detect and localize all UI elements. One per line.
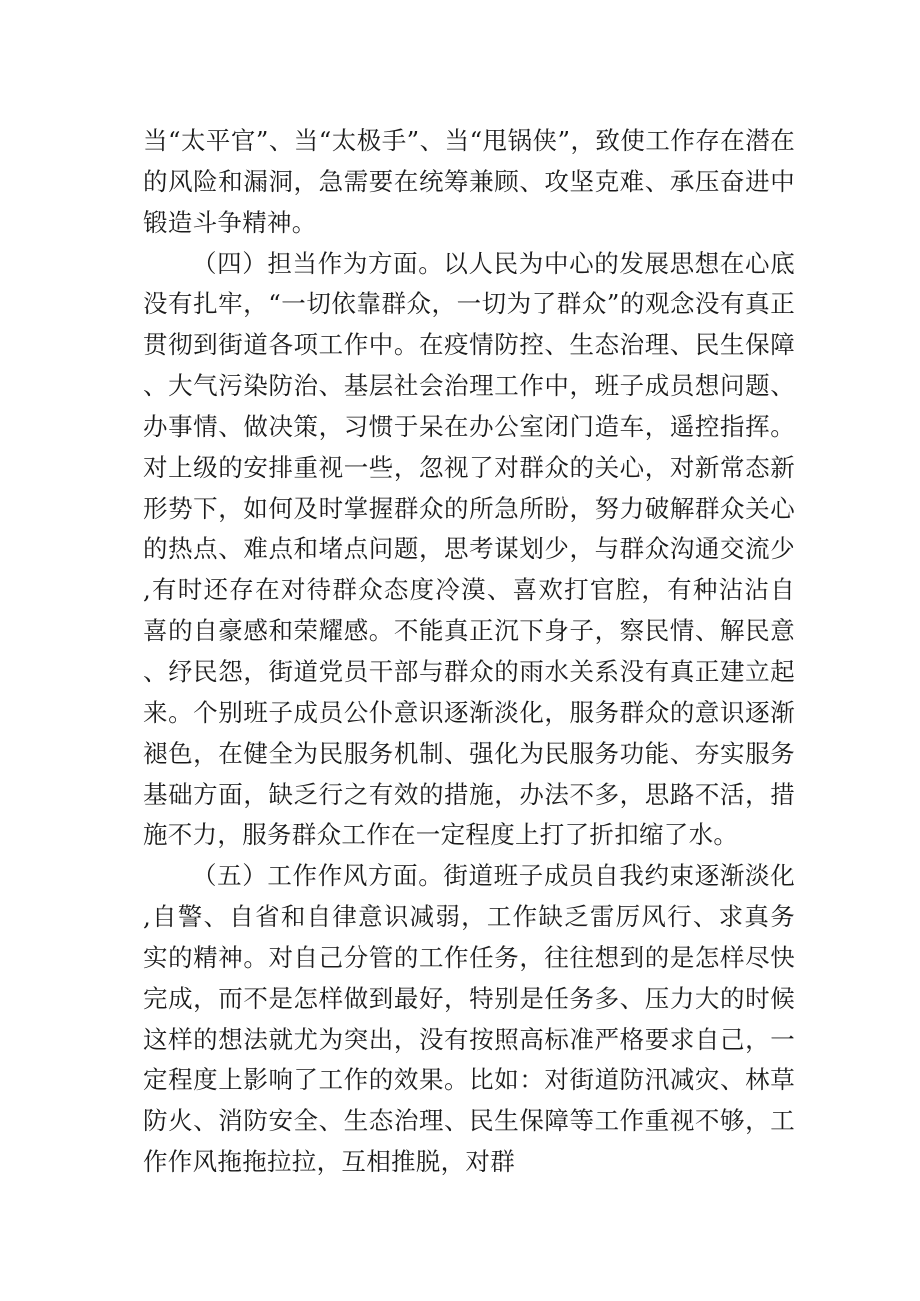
paragraph-continuation: 当“太平官”、当“太极手”、当“甩锅侠”，致使工作存在潜在的风险和漏洞，急需要在统筹兼顾、攻坚克难、承压奋进中锻造斗争精神。 bbox=[143, 126, 795, 237]
paragraph-section-4-responsibility: （四）担当作为方面。以人民为中心的发展思想在心底没有扎牢，“一切依靠群众，一切为了群众”的观念没有真正贯彻到街道各项工作中。在疫情防控、生态治理、民生保障、大气污染防治、基层社会治理工作中，班子成员想问题、办事情、做决策，习惯于呆在办公室闭门造车，遥控指挥。对上级的安排重视一些，忽视了对群众的关心，对新常态新形势下，如何及时掌握群众的所急所盼，努力破解群众关心的热点、难点和堵点问题，思考谋划少，与群众沟通交流少,有时还存在对待群众态度冷漠、喜欢打官腔，有种沾沾自喜的自豪感和荣耀感。不能真正沉下身子，察民情、解民意、纾民怨，街道党员干部与群众的雨水关系没有真正建立起来。个别班子成员公仆意识逐渐淡化，服务群众的意识逐渐褪色，在健全为民服务机制、强化为民服务功能、夯实服务基础方面，缺乏行之有效的措施，办法不多，思路不活，措施不力，服务群众工作在一定程度上打了折扣缩了水。 bbox=[143, 248, 795, 850]
document-body bbox=[143, 121, 795, 1183]
paragraph-section-5-work-style: （五）工作作风方面。街道班子成员自我约束逐渐淡化,自警、自省和自律意识减弱，工作缺乏雷厉风行、求真务实的精神。对自己分管的工作任务，往往想到的是怎样尽快完成，而不是怎样做到最好，特别是任务多、压力大的时候这样的想法就尤为突出，没有按照高标准严格要求自己，一定程度上影响了工作的效果。比如：对街道防汛减灾、林草防火、消防安全、生态治理、民生保障等工作重视不够，工作作风拖拖拉拉，互相推脱，对群 bbox=[143, 861, 795, 1177]
